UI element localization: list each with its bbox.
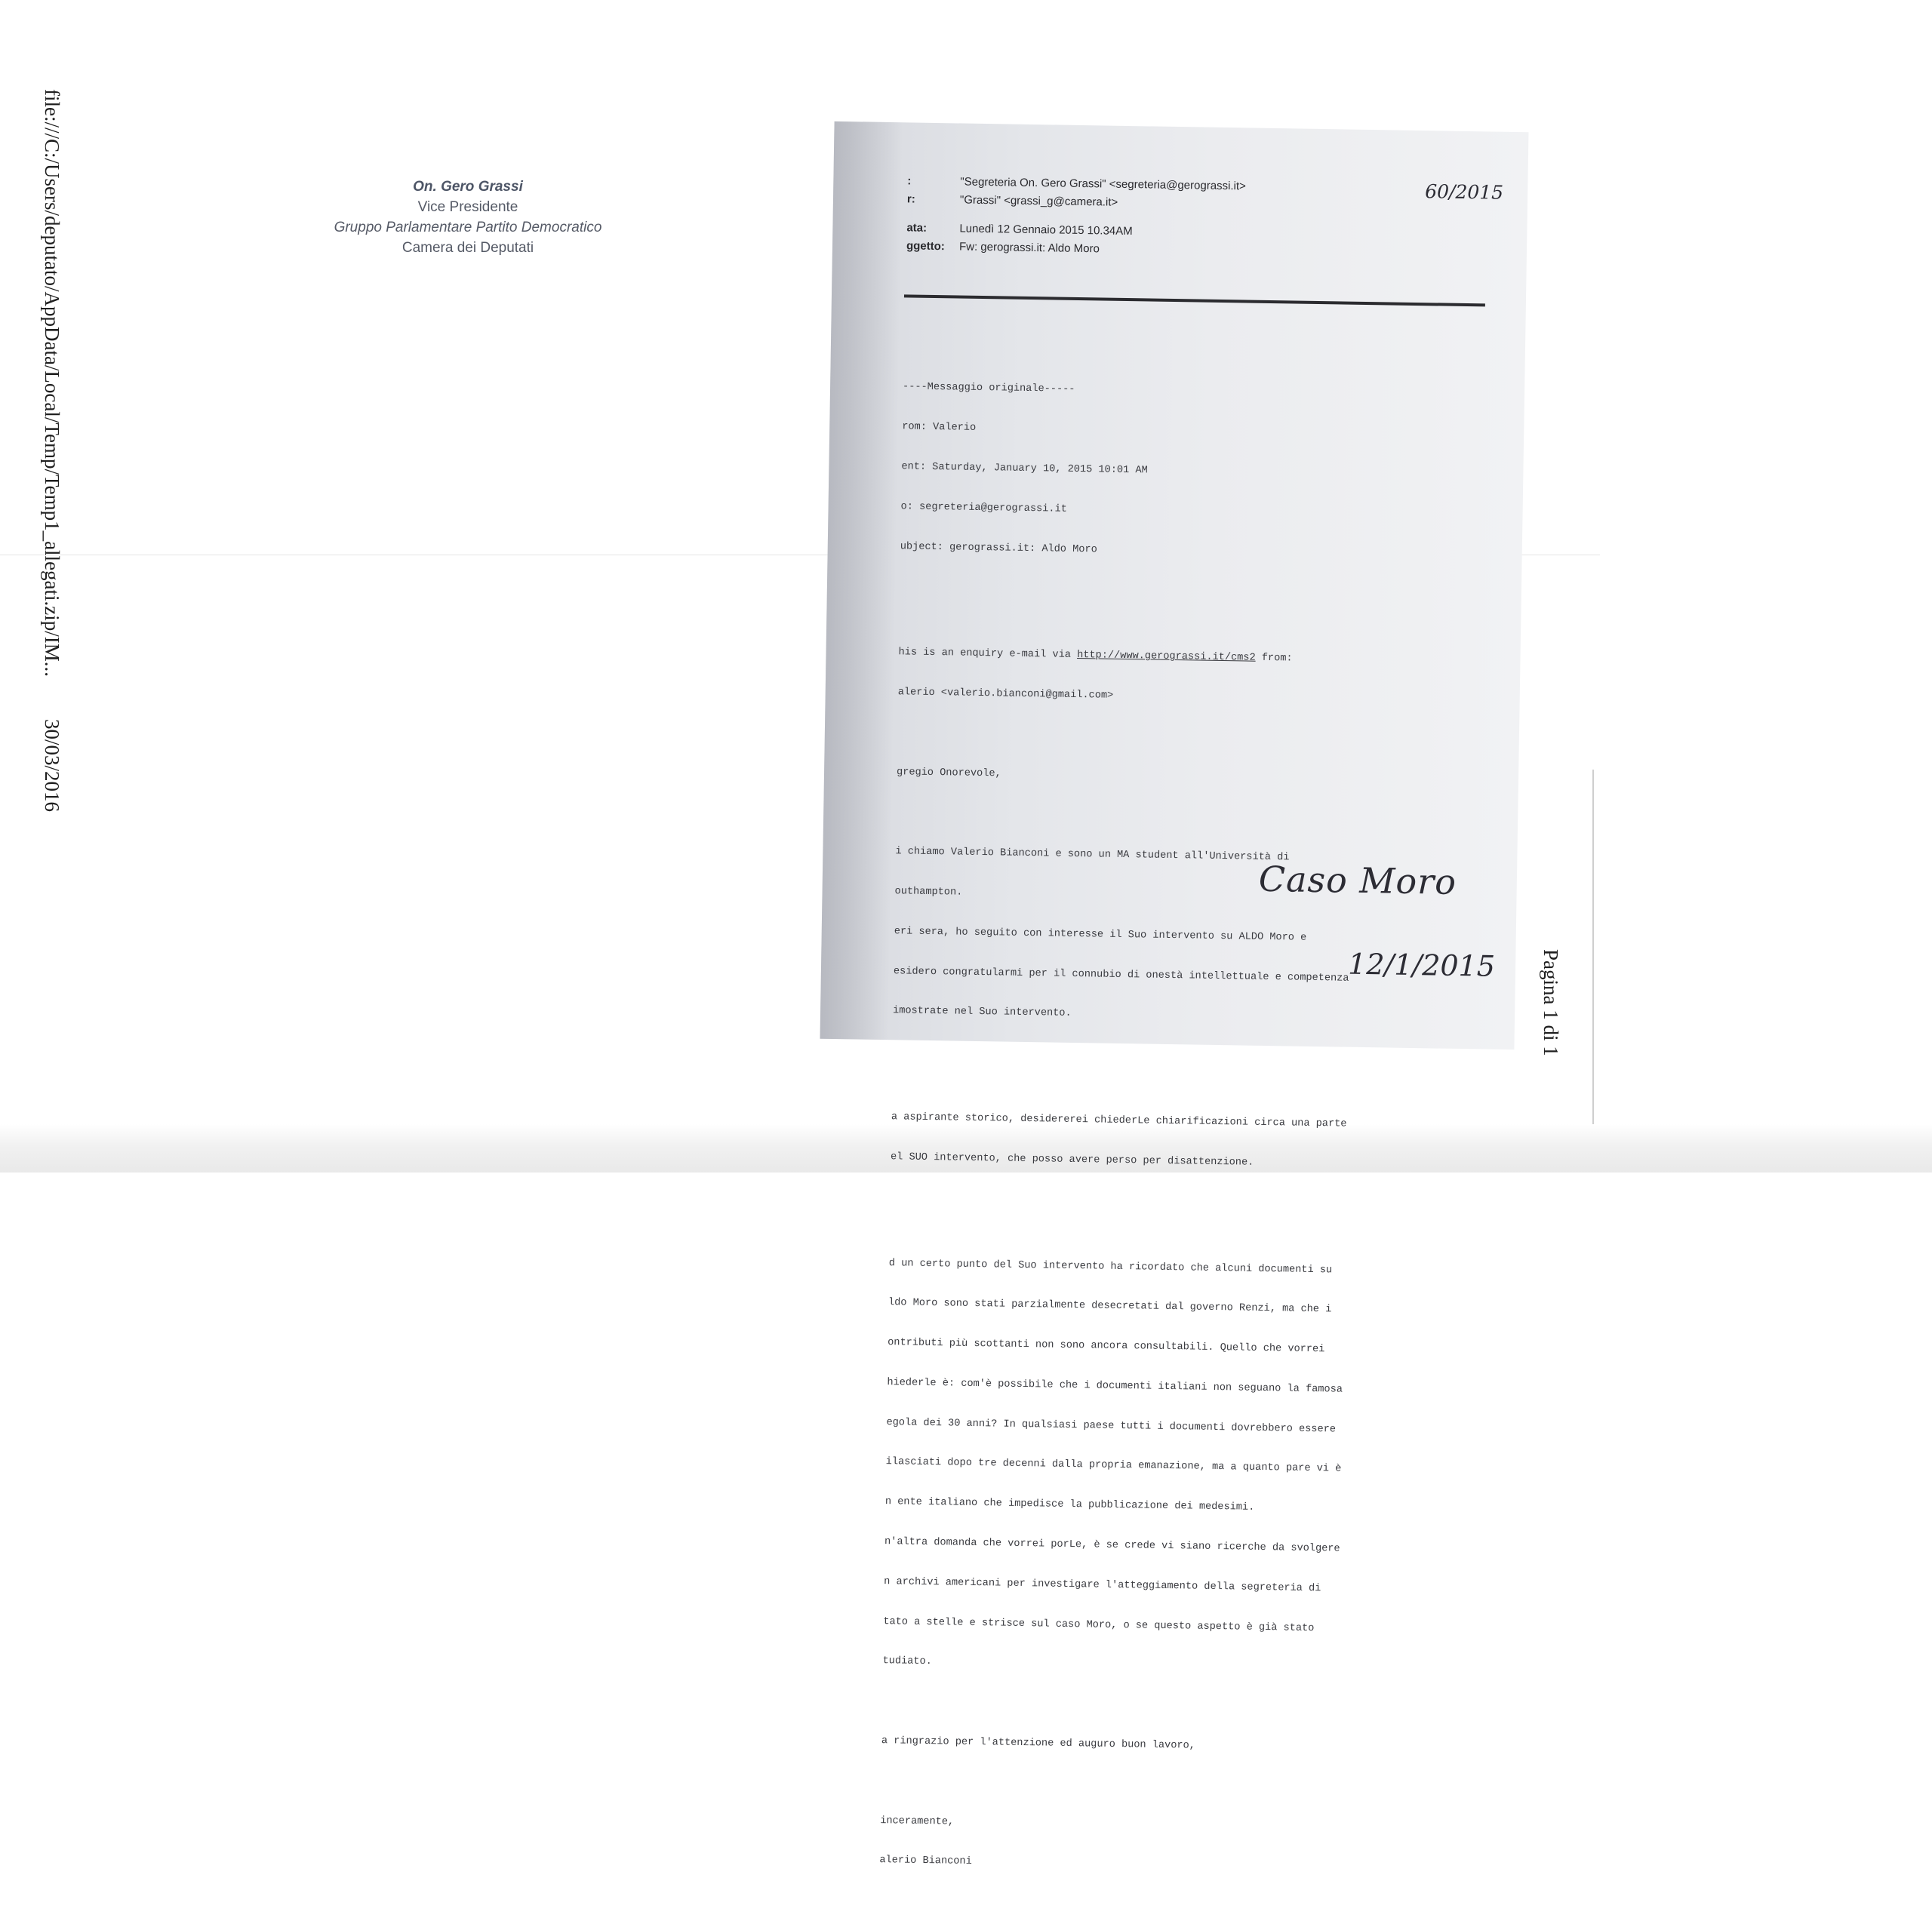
body-line: n archivi americani per investigare l'atteggiamento della segreteria di [884,1575,1321,1595]
body-line: a aspirante storico, desidererei chiederLe chiarificazioni circa una parte [891,1111,1347,1130]
body-line: tudiato. [882,1655,932,1668]
header-subject-value: Fw: gerograssi.it: Aldo Moro [958,240,1100,256]
original-header [900,355,1507,590]
enquiry-prefix: his is an enquiry e-mail via [898,647,1078,662]
header-to-key: r: [906,192,915,206]
body-paragraph-2 [890,1084,1495,1200]
body-line: ontributi più scottanti non sono ancora consultabili. Quello che vorrei [888,1337,1325,1356]
original-header-line: o: segreteria@gerograssi.it [900,501,1067,515]
body-line: d un certo punto del Suo intervento ha ricordato che alcuni documenti su [888,1257,1333,1276]
body-line: hiederle è: com'è possibile che i documenti italiani non seguano la famosa [887,1377,1343,1396]
letterhead-name: On. Gero Grassi [413,179,523,195]
enquiry-link: http://www.gerograssi.it/cms2 [1076,650,1256,664]
body-line: esidero congratularmi per il connubio di onestà intellettuale e competenza [893,965,1349,985]
body-line: outhampton. [894,886,963,899]
enquiry-sender: alerio <valerio.bianconi@gmail.com> [897,687,1114,702]
header-to-value: "Grassi" <grassi_g@camera.it> [959,193,1118,209]
letterhead-chamber: Camera dei Deputati [401,240,534,256]
original-header-line: ubject: gerograssi.it: Aldo Moro [900,540,1097,555]
body-line: el SUO intervento, che posso avere perso per disattenzione. [890,1151,1254,1169]
header-from-value: "Segreteria On. Gero Grassi" <segreteria@gerograssi.it> [960,175,1247,193]
header-from-key: : [907,174,912,188]
greeting: gregio Onorevole, [896,766,1001,780]
enquiry-line [897,619,1503,735]
header-subject-key: ggetto: [906,239,945,254]
body-paragraph-3 [882,1231,1494,1704]
body-line: ilasciati dopo tre decenni dalla propria emanazione, ma a quanto pare vi è [885,1456,1342,1476]
body-line: i chiamo Valerio Bianconi e sono un MA student all'Università di [895,846,1290,864]
closing-line: a ringrazio per l'attenzione ed auguro buon lavoro, [881,1735,1196,1752]
paper-edge [1592,770,1594,1172]
letterhead [302,177,634,258]
handwritten-protocol-code: 60/2015 [1425,180,1504,204]
print-header-strip [18,89,63,1025]
handwritten-date: 12/1/2015 [1347,947,1496,983]
header-date-value: Lunedì 12 Gennaio 2015 10.34AM [959,222,1133,238]
signoff [879,1787,1484,1903]
body-line: ldo Moro sono stati parzialmente desecretati dal governo Renzi, ma che i [888,1297,1332,1316]
email-body [878,327,1507,1930]
header-date-key: ata: [906,221,928,235]
file-path: file:///C:/Users/deputato/AppData/Local/Temp/Temp1_allegati.zip/IM... [41,89,63,678]
body-line: n ente italiano che impedisce la pubblicazione dei medesimi. [884,1496,1255,1514]
handwritten-note: Caso Moro [1258,858,1457,902]
body-paragraph-1 [892,819,1500,1054]
body-line: imostrate nel Suo intervento. [892,1005,1072,1020]
body-line: egola dei 30 anni? In qualsiasi paese tutti i documenti dovrebbero essere [886,1416,1337,1436]
original-header-line: ent: Saturday, January 10, 2015 10:01 AM [901,461,1148,477]
scanned-email [820,121,1529,1868]
original-header-line: rom: Valerio [902,421,977,435]
print-date: 30/03/2016 [41,719,63,813]
letterhead-group: Gruppo Parlamentare Partito Democratico [334,220,602,235]
original-header-line: ----Messaggio originale----- [902,381,1075,396]
body-line: eri sera, ho seguito con interesse il Suo intervento su ALDO Moro e [894,925,1307,944]
enquiry-suffix: from: [1255,652,1293,665]
email-header [906,172,1512,265]
body-line: tato a stelle e strisce sul caso Moro, o se questo aspetto è già stato [883,1615,1315,1634]
letterhead-role: Vice Presidente [417,199,518,215]
page-number: Pagina 1 di 1 [1540,949,1562,1056]
header-divider [904,294,1485,306]
signoff-line: inceramente, [880,1815,955,1828]
signoff-line: alerio Bianconi [879,1855,972,1868]
body-line: n'altra domanda che vorrei porLe, è se crede vi siano ricerche da svolgere [884,1536,1340,1555]
